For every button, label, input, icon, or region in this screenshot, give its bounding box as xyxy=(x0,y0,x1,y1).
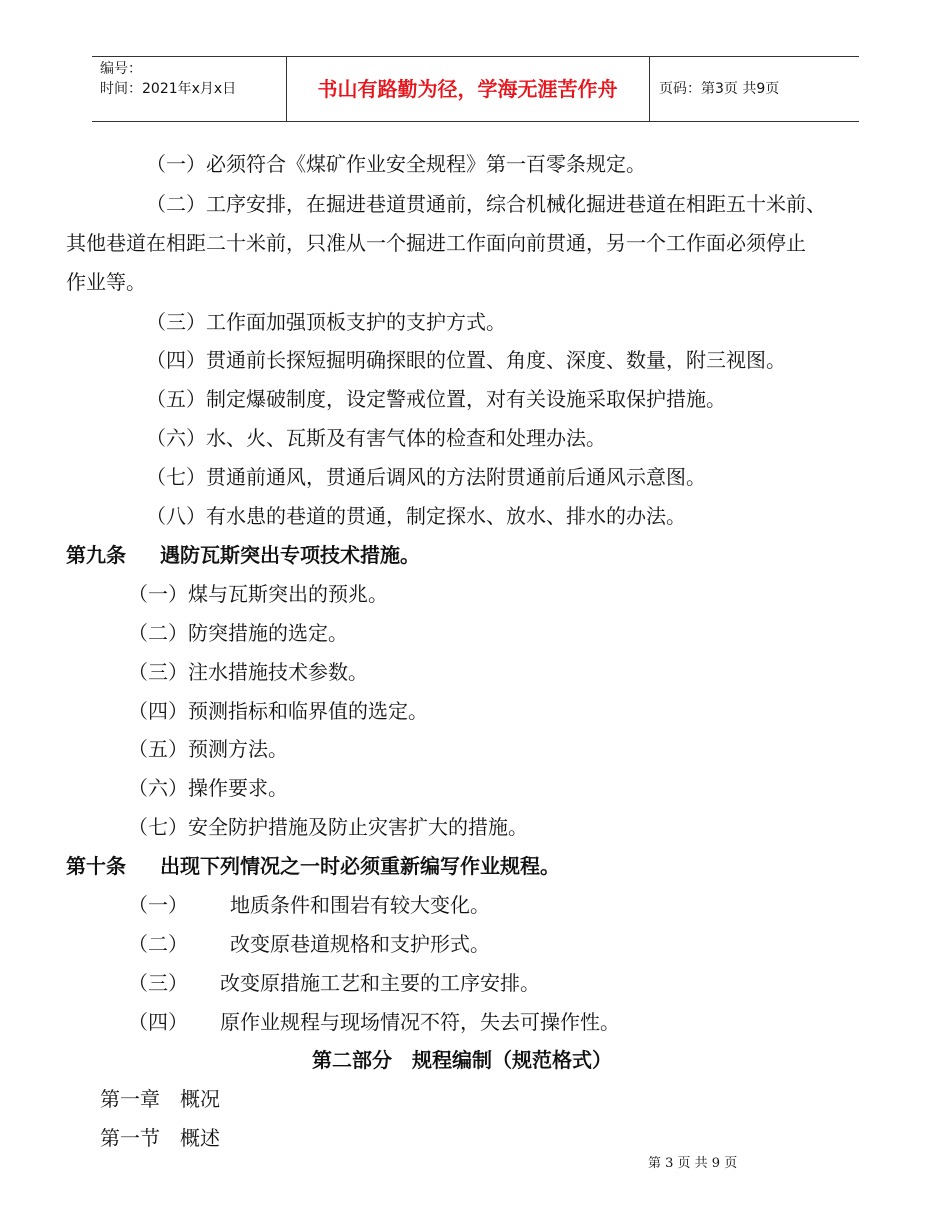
header-divider xyxy=(649,56,650,121)
article-heading xyxy=(66,852,560,880)
body-line: （六）水、火、瓦斯及有害气体的检查和处理办法。 xyxy=(146,426,606,450)
article-number: 第九条 xyxy=(66,543,126,567)
article-item xyxy=(128,1008,620,1036)
chapter-title: 第一章 概况 xyxy=(100,1087,220,1111)
body-line: （七）贯通前通风，贯通后调风的方法附贯通前后通风示意图。 xyxy=(146,465,706,489)
article-item xyxy=(128,969,540,997)
article-item: （四）预测指标和临界值的选定。 xyxy=(128,699,428,723)
body-line: （四）贯通前长探短掘明确探眼的位置、角度、深度、数量，附三视图。 xyxy=(146,348,786,372)
time-label: 时间：2021年x月x日 xyxy=(100,81,237,97)
body-line: （五）制定爆破制度，设定警戒位置，对有关设施采取保护措施。 xyxy=(146,387,726,411)
item-text: 改变原措施工艺和主要的工序安排。 xyxy=(220,971,540,995)
body-line: （一）必须符合《煤矿作业安全规程》第一百零条规定。 xyxy=(146,152,646,176)
body-line: 作业等。 xyxy=(66,270,146,294)
header-bottom-rule xyxy=(92,121,859,122)
header-page-label: 页码：第3页 共9页 xyxy=(659,81,780,97)
section-title: 第一节 概述 xyxy=(100,1126,220,1150)
article-item: （一）煤与瓦斯突出的预兆。 xyxy=(128,582,388,606)
header-motto: 书山有路勤为径，学海无涯苦作舟 xyxy=(317,77,618,101)
body-line: 其他巷道在相距二十米前，只准从一个掘进工作面向前贯通，另一个工作面必须停止 xyxy=(66,231,806,255)
item-number: （四） xyxy=(128,1010,188,1034)
article-item: （三）注水措施技术参数。 xyxy=(128,660,368,684)
article-item: （二）防突措施的选定。 xyxy=(128,621,348,645)
article-item xyxy=(128,891,490,919)
code-label: 编号： xyxy=(100,61,142,77)
header-top-rule xyxy=(92,56,859,57)
item-text: 地质条件和围岩有较大变化。 xyxy=(230,893,490,917)
article-item xyxy=(128,930,490,958)
item-text: 改变原巷道规格和支护形式。 xyxy=(230,932,490,956)
part-title: 第二部分 规程编制（规范格式） xyxy=(312,1048,612,1072)
item-text: 原作业规程与现场情况不符，失去可操作性。 xyxy=(220,1010,620,1034)
header-meta xyxy=(100,59,236,99)
body-line: （三）工作面加强顶板支护的支护方式。 xyxy=(146,310,506,334)
page-footer: 第 3 页 共 9 页 xyxy=(648,1156,738,1171)
body-line: （八）有水患的巷道的贯通，制定探水、放水、排水的办法。 xyxy=(146,504,686,528)
item-number: （一） xyxy=(128,893,188,917)
article-item: （七）安全防护措施及防止灾害扩大的措施。 xyxy=(128,815,528,839)
article-title: 遇防瓦斯突出专项技术措施。 xyxy=(160,543,420,567)
article-heading xyxy=(66,541,420,569)
body-line: （二）工序安排，在掘进巷道贯通前，综合机械化掘进巷道在相距五十米前、 xyxy=(146,192,826,216)
item-number: （二） xyxy=(128,932,188,956)
article-item: （六）操作要求。 xyxy=(128,776,288,800)
article-number: 第十条 xyxy=(66,854,126,878)
item-number: （三） xyxy=(128,971,188,995)
article-item: （五）预测方法。 xyxy=(128,737,288,761)
article-title: 出现下列情况之一时必须重新编写作业规程。 xyxy=(160,854,560,878)
